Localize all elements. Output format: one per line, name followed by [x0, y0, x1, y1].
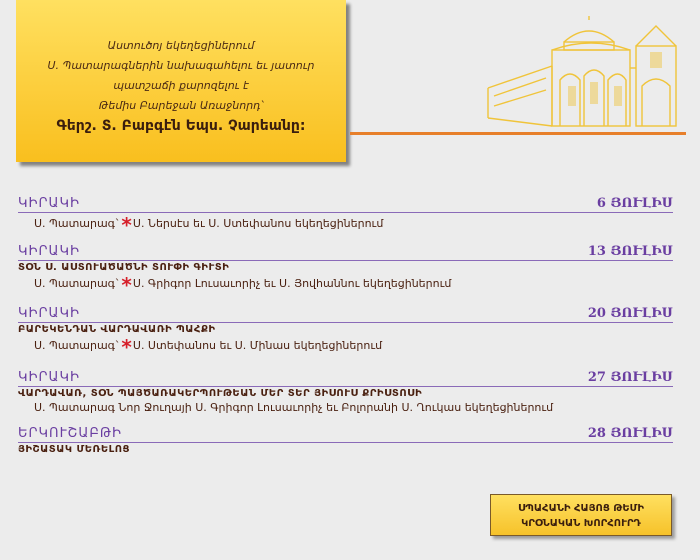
day-date: 20 ՅՈՒԼԻՍ — [587, 306, 673, 321]
liturgy-line — [34, 335, 673, 359]
schedule-entry — [18, 196, 673, 237]
bishop-announcement-box — [16, 0, 346, 162]
header-line: Թեմիս Բարեջան Առաջնորդ՝ — [98, 99, 264, 112]
footer-line: ԿՐՕՆԱԿԱՆ ԽՈՐՀՈՒՐԴ — [521, 518, 641, 529]
day-name: ԿԻՐԱԿԻ — [18, 244, 80, 259]
day-heading — [18, 370, 673, 387]
day-name: ԿԻՐԱԿԻ — [18, 306, 80, 321]
schedule-entry — [18, 244, 673, 297]
header-divider — [350, 132, 686, 135]
liturgy-prefix: Ս. Պատարագ` — [34, 217, 121, 230]
star-icon: * — [121, 213, 132, 237]
day-name: ԵՐԿՈՒՇԱԲԹԻ — [18, 426, 123, 441]
star-icon: * — [121, 273, 132, 297]
day-date: 27 ՅՈՒԼԻՍ — [587, 370, 673, 385]
liturgy-line — [34, 273, 673, 297]
schedule-entry — [18, 370, 673, 414]
bishop-name: Գերշ. Տ. Բաբգէն Եպս. Չարեանը: — [56, 118, 306, 134]
day-date: 13 ՅՈՒԼԻՍ — [587, 244, 673, 259]
day-date: 28 ՅՈՒԼԻՍ — [587, 426, 673, 441]
feast-title: ԲԱՐԵԿԵՆԴԱՆ ՎԱՐԴԱՎԱՌԻ ՊԱՀՔԻ — [18, 324, 216, 335]
day-date: 6 ՅՈՒԼԻՍ — [596, 196, 673, 211]
feast-title: ՅԻՇԱՏԱԿ ՄԵՌԵԼՈՑ — [18, 444, 130, 455]
day-heading — [18, 196, 673, 213]
day-heading — [18, 306, 673, 323]
liturgy-line: Ս. Պատարագ Նոր Ջուղայի Ս. Գրիգոր Լուսաւորիչ եւ Բոլորանի Ս. Ղուկաս եկեղեցիներում — [34, 401, 554, 414]
diocese-council-button[interactable] — [490, 494, 672, 536]
liturgy-churches: Ս. Ստեփանոս եւ Ս. Մինաս եկեղեցիներում — [132, 339, 383, 352]
header-line: Ս. Պատարագներին նախագահելու եւ յատուր — [47, 59, 315, 72]
liturgy-churches: Ս. Գրիգոր Լուսաւորիչ եւ Ս. Յովհաննու եկեղեցիներում — [132, 277, 452, 290]
feast-title: ՏՕՆ Ս. ԱՍՏՈՒԱԾԱԾՆԻ ՏՈՒՓԻ ԳԻՒՏԻ — [18, 262, 230, 273]
day-name: ԿԻՐԱԿԻ — [18, 196, 80, 211]
day-name: ԿԻՐԱԿԻ — [18, 370, 80, 385]
footer-line: ՍՊԱՀԱՆԻ ՀԱՅՈՑ ԹԵՄԻ — [517, 503, 645, 514]
header-line: Աստուծոյ եկեղեցիներում — [107, 39, 255, 52]
header-line: պատշաճի քարոզելու է — [113, 79, 249, 92]
liturgy-churches: Ս. Ներսէս եւ Ս. Ստեփանոս եկեղեցիներում — [132, 217, 384, 230]
day-heading — [18, 244, 673, 261]
liturgy-prefix: Ս. Պատարագ` — [34, 339, 121, 352]
star-icon: * — [121, 335, 132, 359]
church-illustration — [486, 16, 692, 128]
schedule-entry — [18, 306, 673, 359]
day-heading — [18, 426, 673, 443]
schedule-entry — [18, 426, 673, 455]
liturgy-line — [34, 213, 673, 237]
liturgy-prefix: Ս. Պատարագ` — [34, 277, 121, 290]
feast-title: ՎԱՐԴԱՎԱՌ, ՏՕՆ ՊԱՅԾԱՌԱԿԵՐՊՈՒԹԵԱՆ ՄԵՐ ՏԵՐ ՅԻՍՈՒՍ ՔՐԻՍՏՈՍԻ — [18, 388, 423, 399]
